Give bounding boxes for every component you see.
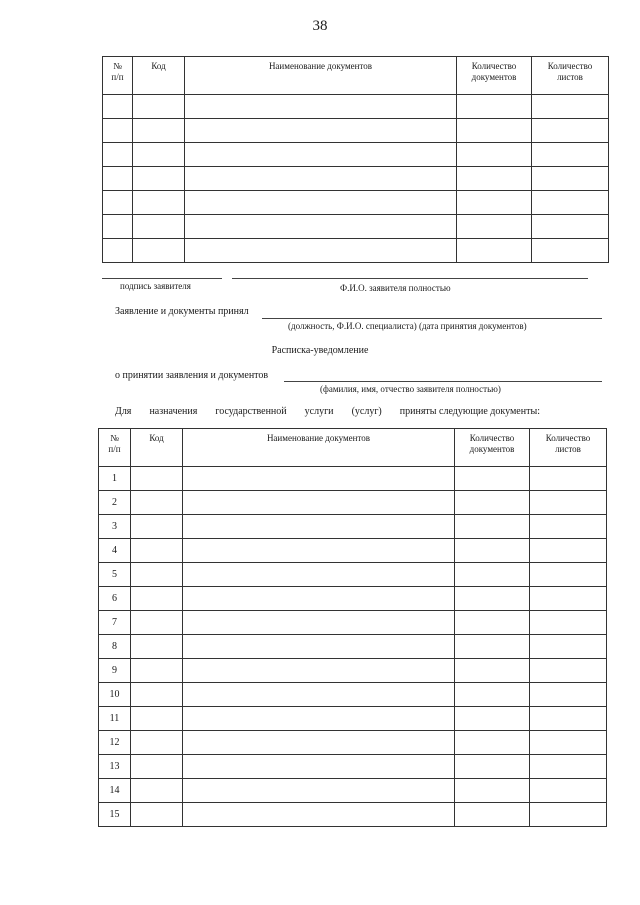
doc-count-cell <box>455 683 530 707</box>
table-row <box>99 731 607 755</box>
sheet-count-cell <box>530 587 607 611</box>
intro-text <box>115 406 540 417</box>
name-cell <box>183 467 455 491</box>
row-number-cell: 5 <box>99 563 131 587</box>
row-number-cell: 9 <box>99 659 131 683</box>
table-row <box>103 167 609 191</box>
code-cell <box>131 683 183 707</box>
intro-word: приняты следующие документы: <box>399 406 540 417</box>
row-number-cell: 8 <box>99 635 131 659</box>
code-cell <box>133 239 185 263</box>
row-number-cell: 13 <box>99 755 131 779</box>
header-code: Код <box>131 429 183 467</box>
table-row <box>103 143 609 167</box>
sheet-count-cell <box>532 143 609 167</box>
row-number-cell: 11 <box>99 707 131 731</box>
code-cell <box>131 731 183 755</box>
doc-count-cell <box>455 635 530 659</box>
code-cell <box>131 491 183 515</box>
table-row <box>99 587 607 611</box>
table-row <box>99 707 607 731</box>
doc-count-cell <box>455 515 530 539</box>
sheet-count-cell <box>530 707 607 731</box>
doc-count-cell <box>455 611 530 635</box>
code-cell <box>131 755 183 779</box>
table-row <box>99 659 607 683</box>
row-number-cell <box>103 143 133 167</box>
row-number-cell: 12 <box>99 731 131 755</box>
name-cell <box>185 239 457 263</box>
header-doc-count: Количество документов <box>455 429 530 467</box>
code-cell <box>131 515 183 539</box>
header-num: № п/п <box>99 429 131 467</box>
sheet-count-cell <box>532 95 609 119</box>
doc-count-cell <box>457 95 532 119</box>
doc-count-cell <box>457 239 532 263</box>
sheet-count-cell <box>530 635 607 659</box>
name-cell <box>183 515 455 539</box>
doc-count-cell <box>455 755 530 779</box>
sheet-count-cell <box>530 539 607 563</box>
row-number-cell: 3 <box>99 515 131 539</box>
code-cell <box>131 539 183 563</box>
table-row <box>103 191 609 215</box>
table-row <box>99 563 607 587</box>
header-num: № п/п <box>103 57 133 95</box>
doc-count-cell <box>455 563 530 587</box>
row-number-cell: 6 <box>99 587 131 611</box>
doc-count-cell <box>455 587 530 611</box>
header-doc-count: Количество документов <box>457 57 532 95</box>
code-cell <box>133 119 185 143</box>
doc-count-cell <box>455 779 530 803</box>
code-cell <box>131 803 183 827</box>
name-cell <box>183 563 455 587</box>
header-sheet-count: Количество листов <box>532 57 609 95</box>
applicant-name-line <box>232 278 588 279</box>
header-name: Наименование документов <box>185 57 457 95</box>
table-row <box>99 467 607 491</box>
sheet-count-cell <box>530 731 607 755</box>
name-cell <box>183 539 455 563</box>
doc-count-cell <box>457 191 532 215</box>
code-cell <box>131 707 183 731</box>
doc-count-cell <box>457 215 532 239</box>
name-cell <box>183 635 455 659</box>
table-row <box>99 755 607 779</box>
sheet-count-cell <box>532 191 609 215</box>
name-cell <box>183 707 455 731</box>
table-row <box>103 215 609 239</box>
sheet-count-cell <box>530 491 607 515</box>
table-row <box>103 119 609 143</box>
doc-count-cell <box>457 119 532 143</box>
accepted-caption: (должность, Ф.И.О. специалиста) (дата принятия документов) <box>288 321 527 331</box>
name-cell <box>183 587 455 611</box>
intro-word: Для <box>115 406 132 417</box>
doc-count-cell <box>455 707 530 731</box>
table-header-row <box>103 57 609 95</box>
code-cell <box>131 659 183 683</box>
name-cell <box>185 215 457 239</box>
receipt-line <box>284 381 602 382</box>
receipt-caption: (фамилия, имя, отчество заявителя полностью) <box>320 384 501 394</box>
name-cell <box>185 167 457 191</box>
row-number-cell: 7 <box>99 611 131 635</box>
code-cell <box>131 467 183 491</box>
doc-count-cell <box>457 143 532 167</box>
sheet-count-cell <box>532 119 609 143</box>
intro-word: государственной <box>215 406 287 417</box>
sheet-count-cell <box>530 659 607 683</box>
applicant-name-caption: Ф.И.О. заявителя полностью <box>340 283 451 293</box>
row-number-cell: 14 <box>99 779 131 803</box>
accepted-line <box>262 318 602 319</box>
doc-count-cell <box>455 467 530 491</box>
name-cell <box>185 95 457 119</box>
table-row <box>99 539 607 563</box>
sheet-count-cell <box>532 215 609 239</box>
row-number-cell <box>103 215 133 239</box>
table-row <box>99 491 607 515</box>
doc-count-cell <box>455 803 530 827</box>
sheet-count-cell <box>530 515 607 539</box>
documents-table-bottom <box>98 428 607 827</box>
name-cell <box>183 611 455 635</box>
name-cell <box>185 119 457 143</box>
code-cell <box>133 143 185 167</box>
table-row <box>99 635 607 659</box>
table-row <box>103 95 609 119</box>
name-cell <box>183 491 455 515</box>
code-cell <box>133 215 185 239</box>
sheet-count-cell <box>530 803 607 827</box>
accepted-label: Заявление и документы принял <box>115 306 249 317</box>
name-cell <box>183 659 455 683</box>
code-cell <box>131 779 183 803</box>
doc-count-cell <box>455 491 530 515</box>
code-cell <box>131 587 183 611</box>
name-cell <box>183 755 455 779</box>
table-row <box>99 611 607 635</box>
row-number-cell <box>103 95 133 119</box>
row-number-cell: 2 <box>99 491 131 515</box>
name-cell <box>183 731 455 755</box>
table-row <box>99 683 607 707</box>
documents-table-top <box>102 56 609 263</box>
intro-word: услуги <box>304 406 334 417</box>
name-cell <box>185 191 457 215</box>
receipt-label: о принятии заявления и документов <box>115 370 269 381</box>
sheet-count-cell <box>530 755 607 779</box>
name-cell <box>185 143 457 167</box>
row-number-cell <box>103 239 133 263</box>
table-row <box>99 779 607 803</box>
name-cell <box>183 683 455 707</box>
sheet-count-cell <box>532 167 609 191</box>
receipt-title: Расписка-уведомление <box>271 345 369 356</box>
row-number-cell <box>103 167 133 191</box>
sheet-count-cell <box>530 467 607 491</box>
code-cell <box>133 95 185 119</box>
doc-count-cell <box>457 167 532 191</box>
intro-word: (услуг) <box>351 406 382 417</box>
table-row <box>99 803 607 827</box>
code-cell <box>131 635 183 659</box>
page-number: 38 <box>312 18 328 34</box>
row-number-cell: 4 <box>99 539 131 563</box>
doc-count-cell <box>455 659 530 683</box>
sheet-count-cell <box>530 683 607 707</box>
code-cell <box>133 191 185 215</box>
header-code: Код <box>133 57 185 95</box>
table-row <box>103 239 609 263</box>
doc-count-cell <box>455 731 530 755</box>
header-sheet-count: Количество листов <box>530 429 607 467</box>
table-row <box>99 515 607 539</box>
sheet-count-cell <box>530 563 607 587</box>
row-number-cell: 10 <box>99 683 131 707</box>
code-cell <box>131 611 183 635</box>
header-name: Наименование документов <box>183 429 455 467</box>
table-header-row <box>99 429 607 467</box>
sheet-count-cell <box>530 611 607 635</box>
row-number-cell <box>103 191 133 215</box>
intro-word: назначения <box>149 406 198 417</box>
sheet-count-cell <box>530 779 607 803</box>
row-number-cell: 15 <box>99 803 131 827</box>
name-cell <box>183 803 455 827</box>
sheet-count-cell <box>532 239 609 263</box>
code-cell <box>133 167 185 191</box>
applicant-signature-line <box>102 278 222 279</box>
row-number-cell: 1 <box>99 467 131 491</box>
code-cell <box>131 563 183 587</box>
name-cell <box>183 779 455 803</box>
row-number-cell <box>103 119 133 143</box>
applicant-signature-caption: подпись заявителя <box>120 281 191 291</box>
doc-count-cell <box>455 539 530 563</box>
